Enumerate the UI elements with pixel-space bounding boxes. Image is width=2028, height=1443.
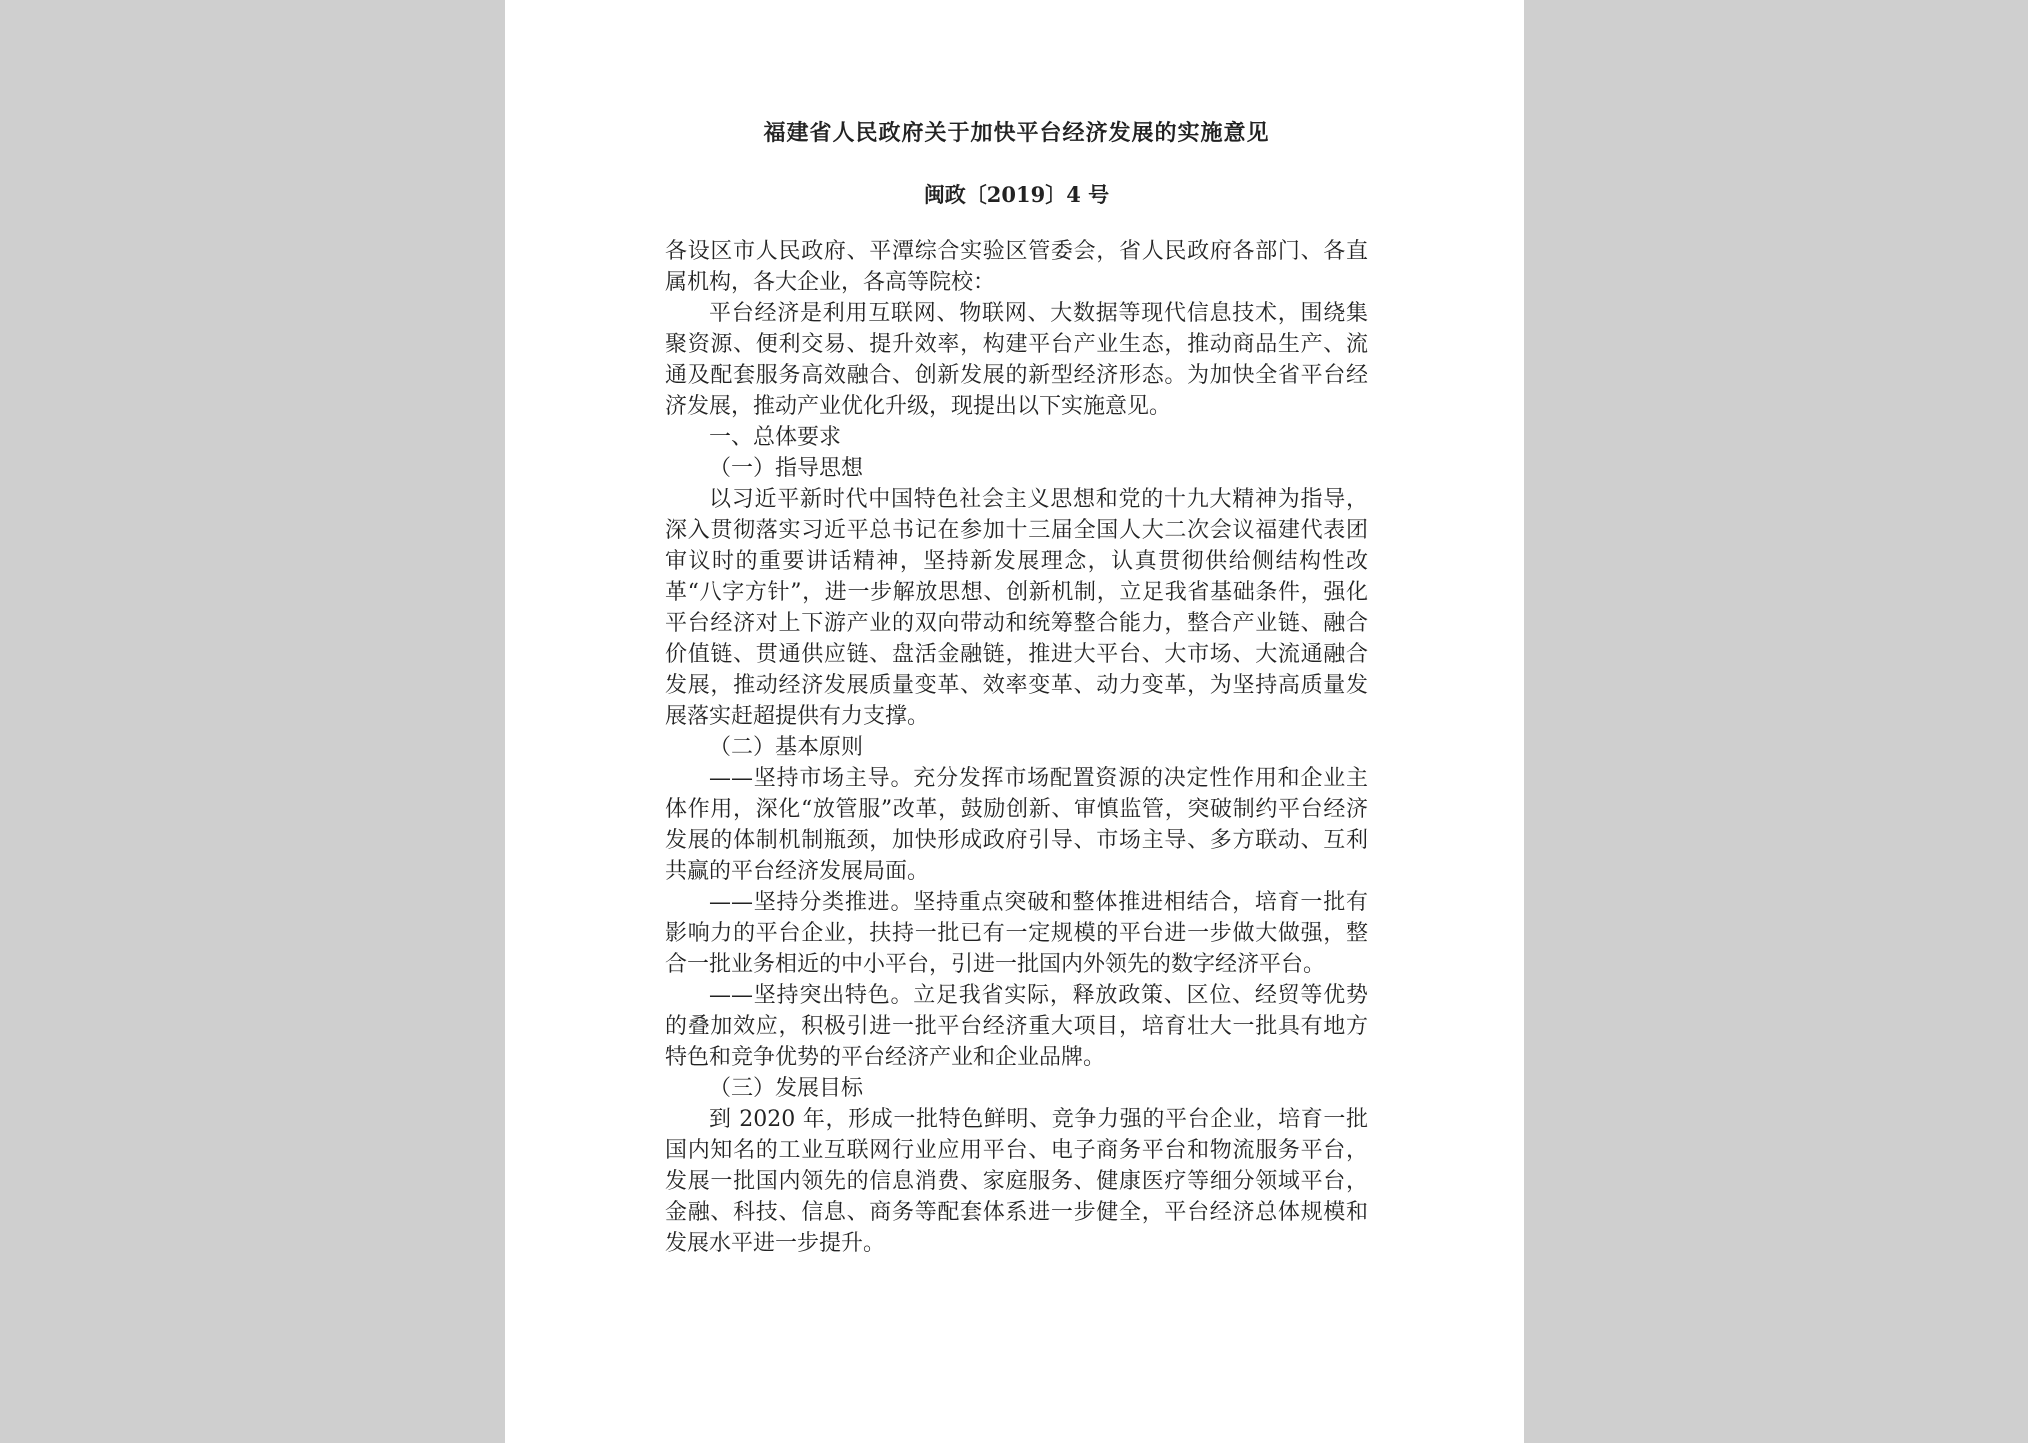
page-content <box>665 118 1368 1259</box>
document-body <box>665 236 1368 1259</box>
document-number: 闽政〔2019〕4 号 <box>923 182 1110 207</box>
document-paragraph: ——坚持分类推进。坚持重点突破和整体推进相结合，培育一批有影响力的平台企业，扶持一批已有一定规模的平台进一步做大做强，整合一批业务相近的中小平台，引进一批国内外领先的数字经济平台。 <box>665 890 1368 977</box>
document-paragraph: （二）基本原则 <box>709 735 864 760</box>
document-paragraph: ——坚持市场主导。充分发挥市场配置资源的决定性作用和企业主体作用，深化“放管服”改革，鼓励创新、审慎监管，突破制约平台经济发展的体制机制瓶颈，加快形成政府引导、市场主导、多方联动、互利共赢的平台经济发展局面。 <box>665 766 1368 884</box>
document-title: 福建省人民政府关于加快平台经济发展的实施意见 <box>763 120 1270 146</box>
document-paragraph: ——坚持突出特色。立足我省实际，释放政策、区位、经贸等优势的叠加效应，积极引进一批平台经济重大项目，培育壮大一批具有地方特色和竞争优势的平台经济产业和企业品牌。 <box>665 983 1368 1070</box>
document-paragraph: （三）发展目标 <box>709 1076 864 1101</box>
document-paragraph: 平台经济是利用互联网、物联网、大数据等现代信息技术，围绕集聚资源、便利交易、提升效率，构建平台产业生态，推动商品生产、流通及配套服务高效融合、创新发展的新型经济形态。为加快全省平台经济发展，推动产业优化升级，现提出以下实施意见。 <box>665 301 1368 419</box>
document-paragraph: 一、总体要求 <box>709 425 842 450</box>
document-paragraph: 各设区市人民政府、平潭综合实验区管委会，省人民政府各部门、各直属机构，各大企业，各高等院校： <box>665 239 1368 295</box>
document-paragraph: （一）指导思想 <box>709 456 864 481</box>
document-paragraph: 到 2020 年，形成一批特色鲜明、竞争力强的平台企业，培育一批国内知名的工业互联网行业应用平台、电子商务平台和物流服务平台，发展一批国内领先的信息消费、家庭服务、健康医疗等细分领域平台，金融、科技、信息、商务等配套体系进一步健全，平台经济总体规模和发展水平进一步提升。 <box>665 1107 1368 1256</box>
document-page <box>505 0 1524 1443</box>
document-paragraph: 以习近平新时代中国特色社会主义思想和党的十九大精神为指导，深入贯彻落实习近平总书记在参加十三届全国人大二次会议福建代表团审议时的重要讲话精神，坚持新发展理念，认真贯彻供给侧结构性改革“八字方针”，进一步解放思想、创新机制，立足我省基础条件，强化平台经济对上下游产业的双向带动和统筹整合能力，整合产业链、融合价值链、贯通供应链、盘活金融链，推进大平台、大市场、大流通融合发展，推动经济发展质量变革、效率变革、动力变革，为坚持高质量发展落实赶超提供有力支撑。 <box>665 487 1368 729</box>
